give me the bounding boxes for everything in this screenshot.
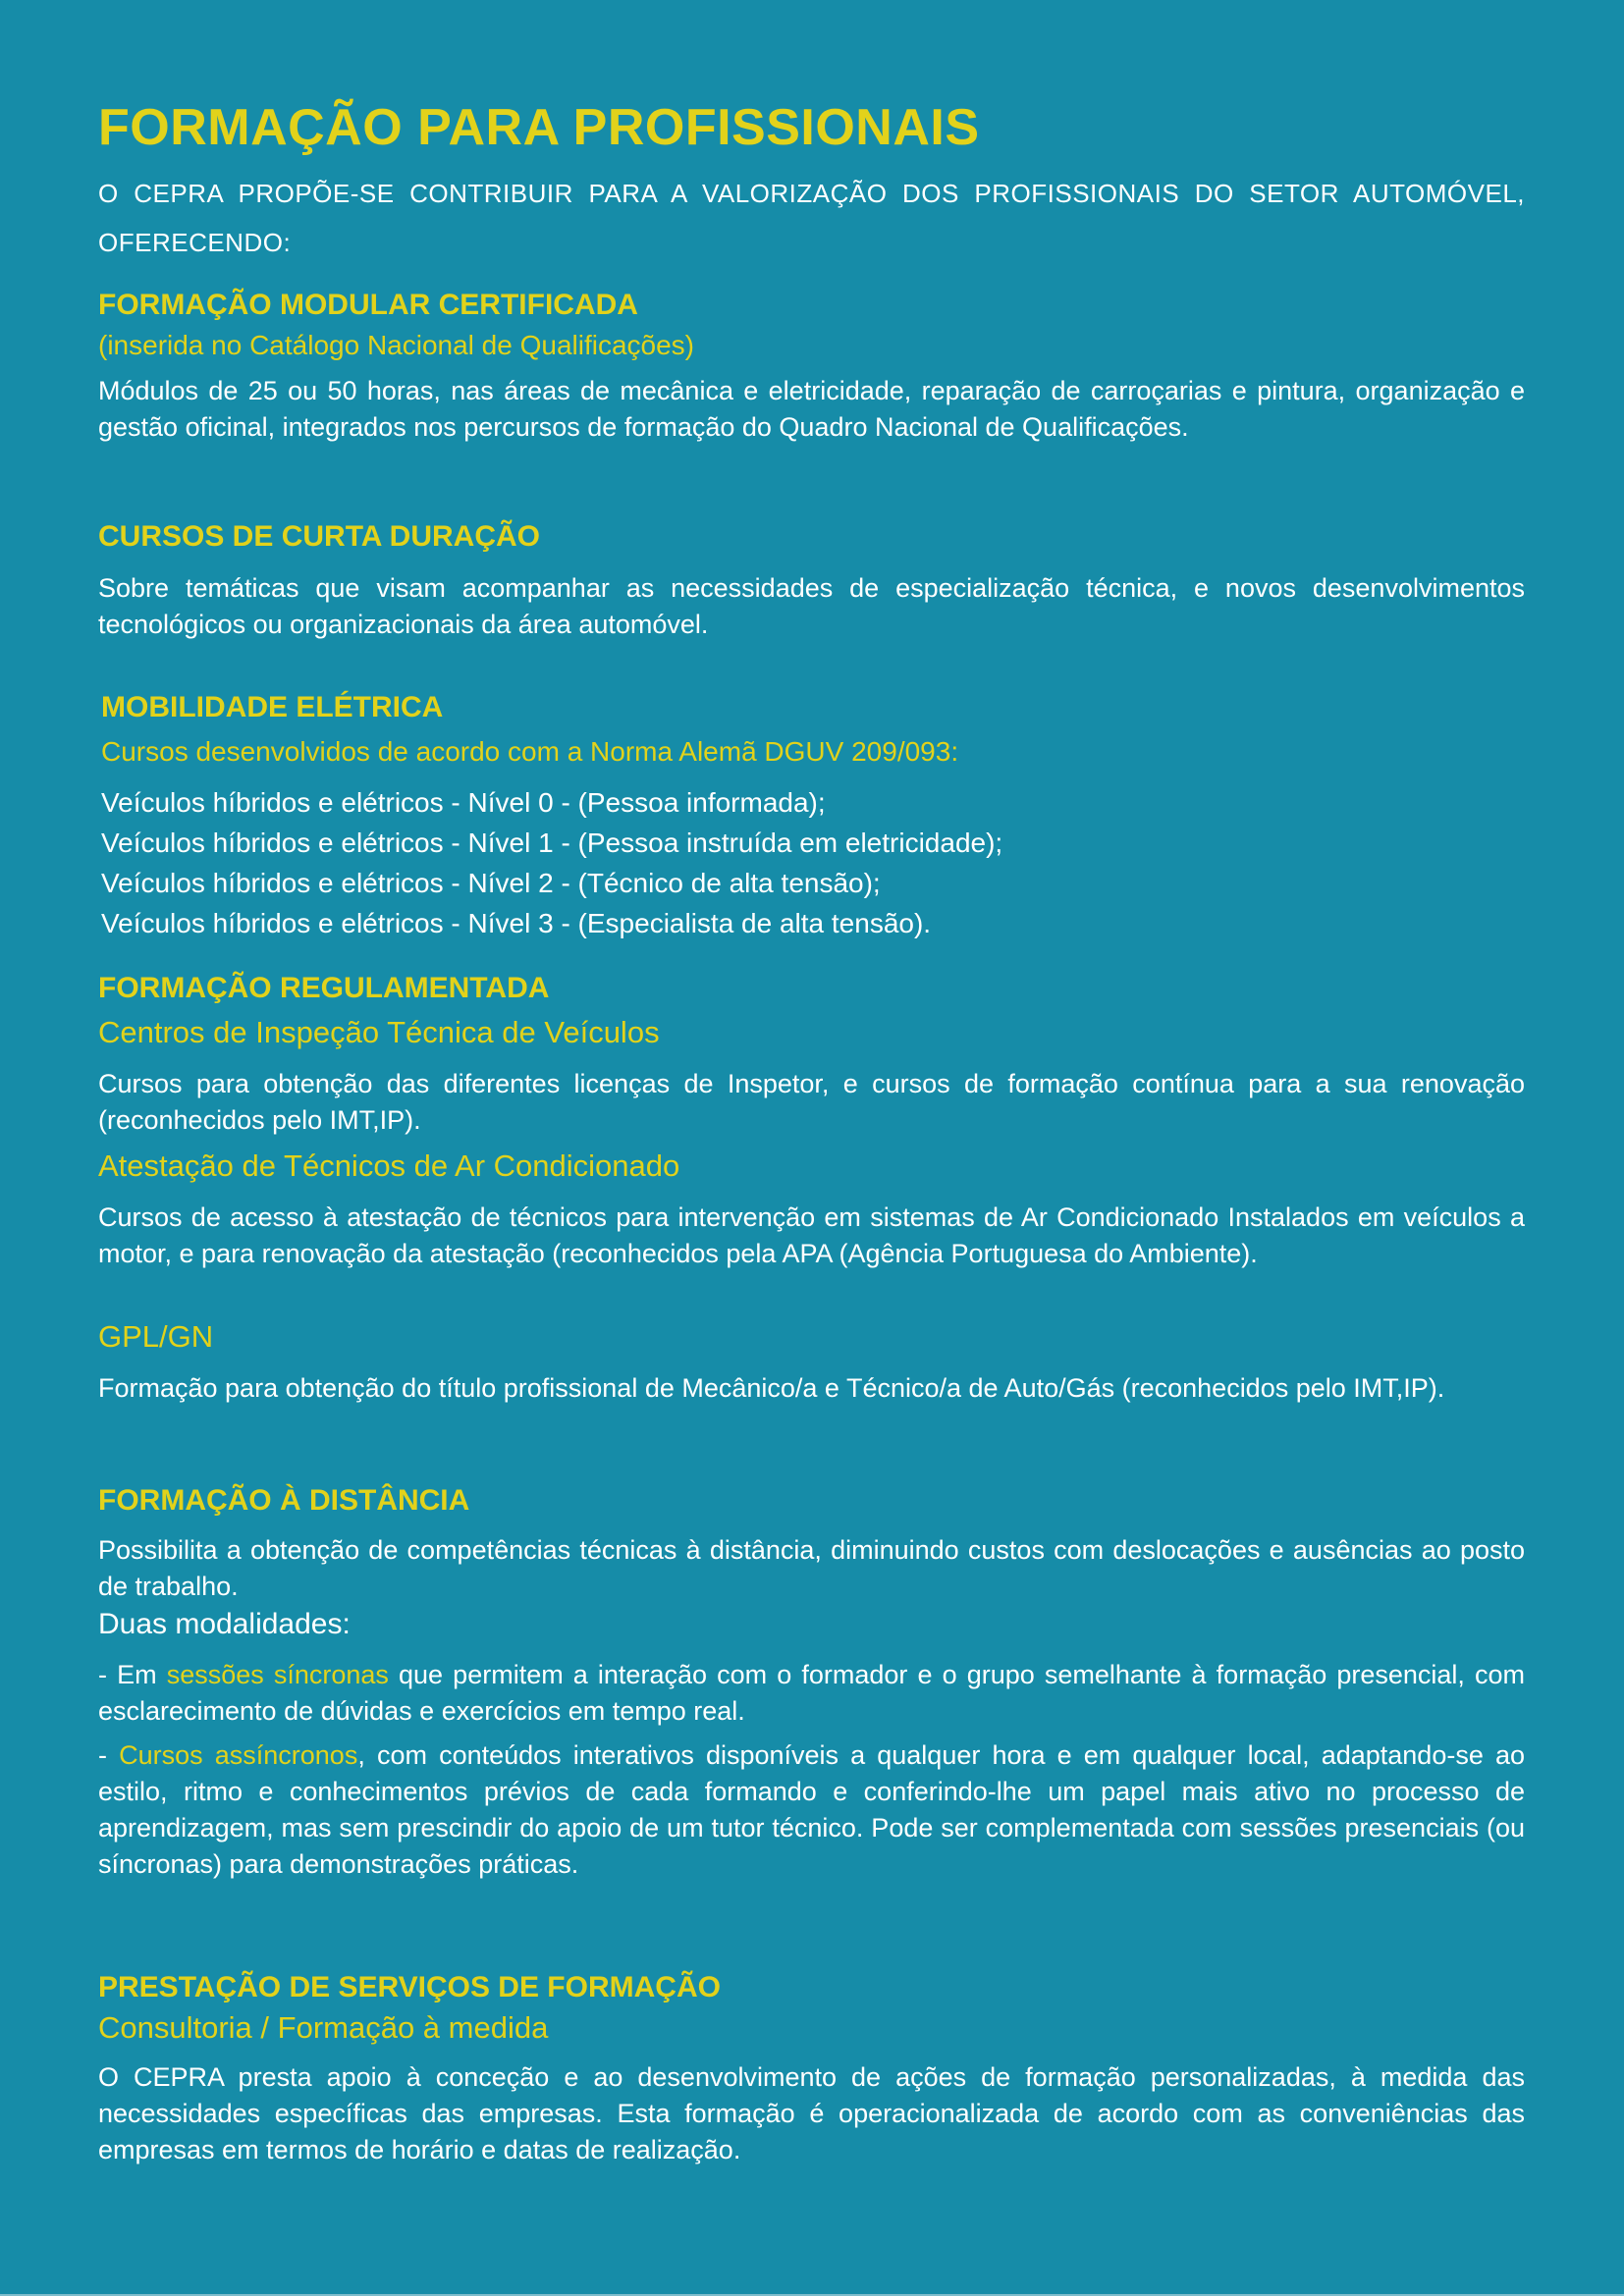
modalidade-sincronas	[98, 1657, 1525, 1730]
subheading-modular: (inserida no Catálogo Nacional de Qualificações)	[98, 330, 695, 360]
highlight-cursos-assincronos: Cursos assíncronos	[119, 1740, 358, 1770]
subheading-inspecao: Centros de Inspeção Técnica de Veículos	[98, 1015, 660, 1049]
list-item: Veículos híbridos e elétricos - Nível 1 - (Pessoa instruída em eletricidade);	[101, 828, 1003, 858]
heading-modular: FORMAÇÃO MODULAR CERTIFICADA	[98, 289, 638, 321]
modalidade-text: que permitem a interação com o formador e o grupo semelhante à formação presencial, com esclarecimento de dúvidas e exercícios em tempo real.	[98, 1660, 1526, 1726]
highlight-sessoes-sincronas: sessões síncronas	[166, 1660, 389, 1689]
modalidades-label: Duas modalidades:	[98, 1608, 351, 1640]
heading-mobilidade: MOBILIDADE ELÉTRICA	[101, 691, 444, 723]
page-title: FORMAÇÃO PARA PROFISSIONAIS	[98, 99, 980, 156]
subheading-mobilidade: Cursos desenvolvidos de acordo com a Norma Alemã DGUV 209/093:	[101, 736, 959, 767]
intro-text: O CEPRA PROPÕE-SE CONTRIBUIR PARA A VALORIZAÇÃO DOS PROFISSIONAIS DO SETOR AUTOMÓVEL, OFERECENDO:	[98, 179, 1525, 257]
modalidade-assincronos	[98, 1737, 1525, 1883]
body-modular: Módulos de 25 ou 50 horas, nas áreas de mecânica e eletricidade, reparação de carroçarias e pintura, organização e gestão oficinal, integrados nos percursos de formação do Quadro Nacional de Qualificações.	[98, 376, 1525, 442]
heading-distancia: FORMAÇÃO À DISTÂNCIA	[98, 1484, 470, 1517]
body-inspecao: Cursos para obtenção das diferentes licenças de Inspetor, e cursos de formação contínua para a sua renovação (reconhecidos pelo IMT,IP).	[98, 1069, 1525, 1135]
body-gpl: Formação para obtenção do título profissional de Mecânico/a e Técnico/a de Auto/Gás (reconhecidos pelo IMT,IP).	[98, 1373, 1445, 1403]
body-curta: Sobre temáticas que visam acompanhar as necessidades de especialização técnica, e novos desenvolvimentos tecnológicos ou organizacionais da área automóvel.	[98, 573, 1525, 639]
list-item: Veículos híbridos e elétricos - Nível 2 - (Técnico de alta tensão);	[101, 868, 881, 898]
list-item: Veículos híbridos e elétricos - Nível 0 - (Pessoa informada);	[101, 787, 826, 818]
subheading-gpl: GPL/GN	[98, 1319, 214, 1354]
list-item: Veículos híbridos e elétricos - Nível 3 - (Especialista de alta tensão).	[101, 908, 932, 938]
heading-curta: CURSOS DE CURTA DURAÇÃO	[98, 520, 540, 553]
body-distancia: Possibilita a obtenção de competências técnicas à distância, diminuindo custos com deslocações e ausências ao posto de trabalho.	[98, 1535, 1525, 1601]
modalidade-prefix: -	[98, 1740, 120, 1770]
heading-prestacao: PRESTAÇÃO DE SERVIÇOS DE FORMAÇÃO	[98, 1971, 721, 2003]
modalidade-prefix: - Em	[98, 1660, 167, 1689]
body-prestacao: O CEPRA presta apoio à conceção e ao desenvolvimento de ações de formação personalizadas, à medida das necessidades específicas das empresas. Esta formação é operacionalizada de acordo com as conveniências das empresas em termos de horário e datas de realização.	[98, 2062, 1525, 2164]
heading-regulamentada: FORMAÇÃO REGULAMENTADA	[98, 972, 550, 1004]
mobilidade-list	[101, 782, 1528, 943]
modalidade-text: , com conteúdos interativos disponíveis a qualquer hora e em qualquer local, adaptando-se ao estilo, ritmo e conhecimentos prévios de cada formando e conferindo-lhe um papel mais ativo no processo de aprendizagem, mas sem prescindir do apoio de um tutor técnico. Pode ser complementada com sessões presenciais (ou síncronas) para demonstrações práticas.	[98, 1740, 1525, 1879]
subheading-prestacao: Consultoria / Formação à medida	[98, 2010, 549, 2045]
body-ar-condicionado: Cursos de acesso à atestação de técnicos para intervenção em sistemas de Ar Condicionado Instalados em veículos a motor, e para renovação da atestação (reconhecidos pela APA (Agência Portuguesa do Ambiente).	[98, 1202, 1525, 1268]
subheading-ar-condicionado: Atestação de Técnicos de Ar Condicionado	[98, 1148, 680, 1183]
